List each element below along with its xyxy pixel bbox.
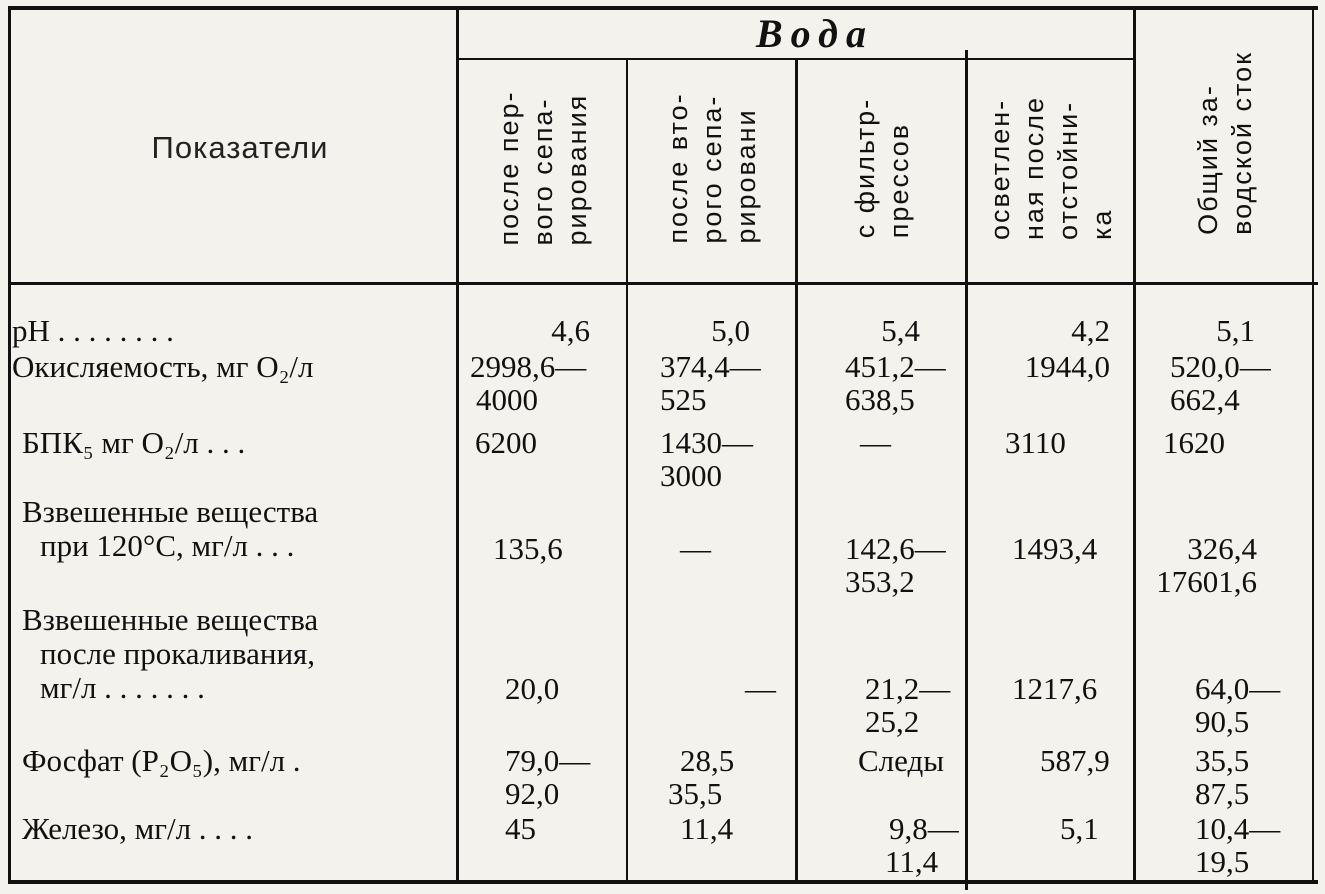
cell-value: 5,1: [1216, 313, 1255, 348]
row-label-line: при 120°С, мг/л . . .: [40, 528, 295, 563]
cell-value: —: [860, 425, 891, 460]
cell-value: 45: [505, 811, 536, 846]
col-header-line: рировани: [731, 107, 761, 244]
cell-value: 9,8—: [889, 811, 959, 846]
row-label-phosphate: [22, 744, 301, 778]
cell: [745, 672, 790, 705]
cell-value: 92,0: [505, 776, 560, 811]
cell: [845, 532, 965, 598]
col-rule-1: [456, 6, 459, 884]
cell: [1040, 744, 1130, 777]
cell-value: 2998,6—: [470, 349, 587, 384]
row-label-suspended-calcined: [22, 603, 318, 705]
cell: [845, 350, 965, 416]
cell: [493, 532, 603, 565]
cell: [668, 744, 778, 810]
col-header-3: [799, 60, 965, 275]
cell: [810, 314, 920, 347]
col-rule-3: [795, 58, 798, 884]
row-label-ph: [12, 314, 174, 348]
cell-value: 21,2—: [865, 671, 951, 706]
col-header-line: осветлен-: [985, 98, 1015, 240]
cell: [860, 426, 920, 459]
cell: [858, 744, 968, 777]
cell: [680, 532, 740, 565]
cell: [1060, 812, 1120, 845]
cell: [975, 314, 1110, 347]
col-header-4: [969, 60, 1133, 275]
cell-value: 90,5: [1195, 704, 1250, 739]
cell-value: 6200: [475, 425, 537, 460]
cell: [470, 350, 620, 416]
cell: [660, 350, 790, 416]
left-rule: [8, 6, 11, 884]
cell: [1170, 350, 1305, 416]
col-rule-2: [626, 58, 628, 884]
row-label-line: мг/л . . . . . . .: [40, 670, 205, 705]
row-label-oxidizability: [12, 350, 313, 384]
cell-value: 1430—: [660, 425, 753, 460]
cell-value: 17601,6: [1156, 564, 1257, 599]
cell: [505, 672, 605, 705]
cell-value: 19,5: [1195, 844, 1250, 879]
cell-value: 20,0: [505, 671, 560, 706]
indicators-header: Показатели: [151, 130, 329, 165]
row-label-line: Взвешенные вещества: [22, 602, 319, 637]
cell: [1195, 812, 1295, 878]
cell: [1012, 672, 1122, 705]
cell-value: 11,4: [885, 844, 939, 879]
cell: [505, 812, 585, 845]
cell-value: 451,2—: [845, 349, 946, 384]
col-header-line: ная после: [1019, 95, 1049, 240]
header-bottom-rule: [8, 282, 1318, 285]
row-label-suspended-120: [22, 495, 318, 563]
row-label-line: Взвешенные вещества: [22, 494, 319, 529]
cell: [640, 314, 750, 347]
cell: [1163, 426, 1263, 459]
cell-value: 135,6: [493, 531, 563, 566]
col-header-line: с фильтр-: [850, 97, 880, 238]
col-header-line: рого сепа-: [697, 94, 727, 244]
col-header-line: прессов: [884, 122, 914, 238]
cell-value: 4,2: [1071, 313, 1110, 348]
cell: [1005, 426, 1105, 459]
cell-value: 520,0—: [1170, 349, 1271, 384]
cell: [885, 812, 970, 878]
cell-value: 10,4—: [1195, 811, 1281, 846]
cell: [660, 426, 790, 492]
row-label-bod: [22, 426, 245, 460]
col-header-line: отстойни-: [1053, 100, 1083, 240]
cell-value: 35,5: [668, 776, 723, 811]
cell-value: 4,6: [551, 313, 590, 348]
col-header-line: Общий за-: [1192, 83, 1223, 235]
cell-value: 28,5: [680, 743, 735, 778]
bottom-rule: [8, 880, 1318, 884]
right-rule: [1312, 6, 1314, 884]
cell-value: 374,4—: [660, 349, 761, 384]
cell: [505, 744, 615, 810]
col-header-line: рирования: [562, 93, 592, 246]
cell-value: 142,6—: [845, 531, 946, 566]
cell-value: 11,4: [680, 811, 734, 846]
cell: [1012, 532, 1122, 565]
cell-value: 87,5: [1195, 776, 1250, 811]
col-header-line: ка: [1087, 208, 1117, 240]
cell-value: 4000: [476, 382, 538, 417]
cell: [470, 314, 590, 347]
cell-value: 662,4: [1170, 382, 1240, 417]
cell-value: 25,2: [865, 704, 920, 739]
cell-value: 3110: [1005, 425, 1066, 460]
col-header-1: [460, 60, 626, 275]
cell-value: 525: [660, 382, 707, 417]
cell-value: 64,0—: [1195, 671, 1281, 706]
row-label-line: pH . . . . . . . .: [12, 313, 174, 348]
cell-value: —: [745, 671, 776, 706]
col-header-line: вого сепа-: [528, 97, 558, 246]
cell: [865, 672, 965, 738]
cell-value: 1493,4: [1012, 531, 1098, 566]
cell: [1195, 744, 1295, 810]
row-label-line: Окисляемость, мг O₂/л: [12, 349, 314, 384]
cell-value: —: [680, 531, 711, 566]
cell-value: 1620: [1163, 425, 1225, 460]
cell-value: 587,9: [1040, 743, 1110, 778]
cell-value: 79,0—: [505, 743, 591, 778]
cell-value: 35,5: [1195, 743, 1250, 778]
col-header-line: водской сток: [1226, 50, 1257, 235]
col-header-5: [1137, 10, 1312, 275]
cell: [475, 426, 595, 459]
cell: [1195, 672, 1305, 738]
row-label-line: после прокаливания,: [40, 636, 316, 671]
cell-value: 3000: [660, 458, 722, 493]
cell-value: 638,5: [845, 382, 915, 417]
row-label-line: БПК₅ мг O₂/л . . .: [22, 425, 246, 460]
cell-value: 1944,0: [1024, 349, 1110, 384]
col-header-line: после пер-: [494, 89, 524, 246]
col-header-2: [629, 60, 795, 275]
group-title-water: Вода: [756, 11, 874, 56]
row-label-line: Железо, мг/л . . . .: [22, 811, 254, 846]
cell-value: 326,4: [1187, 531, 1257, 566]
cell: [975, 350, 1110, 383]
cell-value: 353,2: [845, 564, 915, 599]
cell-value: 1217,6: [1012, 671, 1098, 706]
cell-value: 5,0: [711, 313, 750, 348]
row-label-line: Фосфат (P₂O₅), мг/л .: [22, 743, 301, 778]
cell-value: Следы: [858, 743, 945, 778]
cell-value: 5,4: [881, 313, 920, 348]
cell-value: 5,1: [1060, 811, 1099, 846]
col-rule-5: [1133, 6, 1136, 884]
row-label-iron: [22, 812, 253, 846]
col-header-line: после вто-: [663, 91, 693, 244]
cell: [680, 812, 770, 845]
cell: [1140, 314, 1255, 347]
cell: [1137, 532, 1257, 598]
